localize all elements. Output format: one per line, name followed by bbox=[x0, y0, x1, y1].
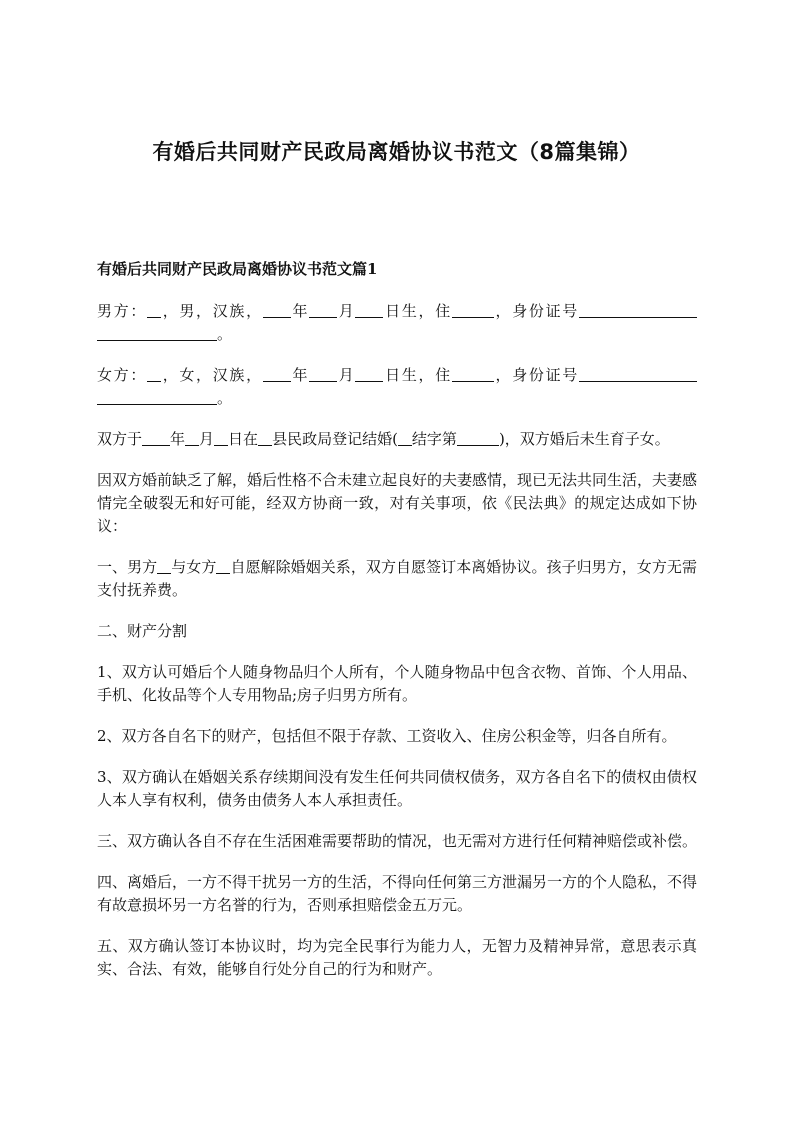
fill-blank bbox=[97, 389, 217, 405]
fill-blank bbox=[579, 302, 697, 318]
text-segment: 自愿解除婚姻关系，双方自愿签订本离婚协议。孩子归男方，女方无需支付抚养费。 bbox=[97, 558, 697, 599]
text-segment: 。 bbox=[217, 389, 233, 407]
fill-blank bbox=[457, 430, 499, 446]
text-segment: 男方： bbox=[97, 302, 148, 320]
reason-paragraph: 因双方婚前缺乏了解，婚后性格不合未建立起良好的夫妻感情，现已无法共同生活，夫妻感情完全破裂无和好可能，经双方协商一致，对有关事项，依《民法典》的规定达成如下协议： bbox=[97, 471, 698, 535]
document-body bbox=[97, 300, 697, 999]
fill-blank bbox=[452, 366, 494, 382]
fill-blank bbox=[309, 366, 337, 382]
text-segment: 一、男方 bbox=[97, 558, 158, 576]
fill-blank bbox=[97, 325, 217, 341]
text-segment: ，男，汉族， bbox=[161, 302, 263, 320]
text-segment: 年 bbox=[290, 366, 310, 384]
fill-blank bbox=[147, 302, 161, 318]
fill-blank bbox=[452, 302, 494, 318]
text-segment: 月 bbox=[199, 430, 215, 448]
item2-1-paragraph: 1、双方认可婚后个人随身物品归个人所有，个人随身物品中包含衣物、首饰、个人用品、手机、化妆品等个人专用物品;房子归男方所有。 bbox=[97, 663, 697, 704]
text-segment: ，身份证号 bbox=[493, 302, 579, 320]
fill-blank bbox=[579, 366, 697, 382]
fill-blank bbox=[147, 366, 161, 382]
text-segment: 结字第 bbox=[411, 430, 457, 448]
text-segment: 年 bbox=[290, 302, 310, 320]
text-segment: 月 bbox=[337, 366, 356, 384]
text-segment: )，双方婚后未生育子女。 bbox=[498, 430, 670, 448]
fill-blank bbox=[142, 430, 170, 446]
fill-blank bbox=[263, 302, 291, 318]
text-segment: 日生，住 bbox=[383, 366, 452, 384]
wife-info-paragraph bbox=[97, 364, 697, 410]
text-segment: 年 bbox=[170, 430, 186, 448]
section-heading: 有婚后共同财产民政局离婚协议书范文篇1 bbox=[97, 260, 378, 278]
text-segment: 。 bbox=[217, 325, 233, 343]
text-segment: 女方： bbox=[97, 366, 148, 384]
item2-2-paragraph: 2、双方各自名下的财产，包括但不限于存款、工资收入、住房公积金等，归各自所有。 bbox=[97, 727, 677, 745]
fill-blank bbox=[216, 558, 230, 574]
document-title: 有婚后共同财产民政局离婚协议书范文（8篇集锦） bbox=[152, 140, 641, 164]
item2-heading: 二、财产分割 bbox=[97, 622, 188, 640]
text-segment: 与女方 bbox=[171, 558, 217, 576]
item3-paragraph: 三、双方确认各自不存在生活困难需要帮助的情况，也无需对方进行任何精神赔偿或补偿。 bbox=[97, 832, 698, 850]
item5-paragraph: 五、双方确认签订本协议时，均为完全民事行为能力人，无智力及精神异常，意思表示真实、合法、有效，能够自行处分自己的行为和财产。 bbox=[97, 937, 697, 978]
fill-blank bbox=[185, 430, 199, 446]
fill-blank bbox=[398, 430, 412, 446]
text-segment: 双方于 bbox=[97, 430, 143, 448]
text-segment: 日生，住 bbox=[383, 302, 452, 320]
item2-3-paragraph: 3、双方确认在婚姻关系存续期间没有发生任何共同债权债务，双方各自名下的债权由债权人本人享有权利，债务由债务人本人承担责任。 bbox=[97, 768, 697, 809]
fill-blank bbox=[355, 302, 383, 318]
text-segment: ，身份证号 bbox=[493, 366, 579, 384]
fill-blank bbox=[157, 558, 171, 574]
fill-blank bbox=[258, 430, 272, 446]
text-segment: 月 bbox=[337, 302, 356, 320]
text-segment: 县民政局登记结婚( bbox=[272, 430, 398, 448]
fill-blank bbox=[214, 430, 228, 446]
husband-info-paragraph bbox=[97, 300, 697, 346]
fill-blank bbox=[263, 366, 291, 382]
fill-blank bbox=[309, 302, 337, 318]
text-segment: ，女，汉族， bbox=[161, 366, 263, 384]
item1-paragraph bbox=[97, 556, 697, 602]
text-segment: 日在 bbox=[228, 430, 259, 448]
fill-blank bbox=[355, 366, 383, 382]
item4-paragraph: 四、离婚后，一方不得干扰另一方的生活，不得向任何第三方泄漏另一方的个人隐私，不得有故意损坏另一方名誉的行为，否则承担赔偿金五万元。 bbox=[97, 873, 698, 914]
marriage-registration-paragraph bbox=[97, 428, 697, 451]
